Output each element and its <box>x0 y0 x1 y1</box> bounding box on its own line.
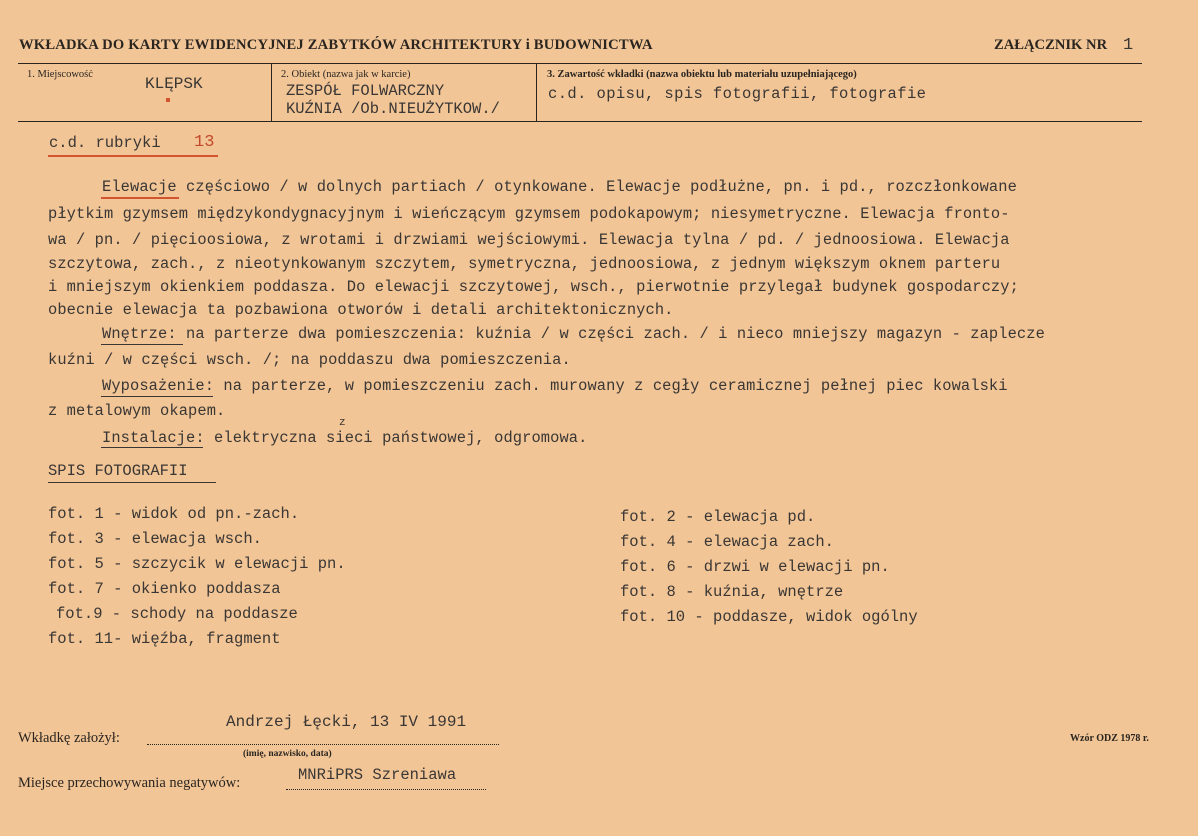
photo-item-right-3: fot. 6 - drzwi w elewacji pn. <box>620 558 890 576</box>
body-line-3: wa / pn. / pięcioosiowa, z wrotami i drzwiami wejściowymi. Elewacja tylna / pd. / jednoosiowa. Elewacja <box>48 231 1010 249</box>
header-bottom-rule <box>18 121 1142 122</box>
insert-mark: z <box>339 417 346 429</box>
photo-item-right-1: fot. 2 - elewacja pd. <box>620 508 816 526</box>
photo-item-left-1: fot. 1 - widok od pn.-zach. <box>48 505 300 523</box>
field-divider-2 <box>536 63 537 121</box>
field-divider-1 <box>271 63 272 121</box>
photo-item-right-2: fot. 4 - elewacja zach. <box>620 533 834 551</box>
photo-item-right-4: fot. 8 - kuźnia, wnętrze <box>620 583 844 601</box>
photo-item-left-2: fot. 3 - elewacja wsch. <box>48 530 262 548</box>
body-line-9: Wyposażenie: na parterze, w pomieszczeniu zach. murowany z cegły ceramicznej pełnej piec kowalski <box>102 377 1008 395</box>
elewacje-underline <box>101 197 179 199</box>
form-title: WKŁADKA DO KARTY EWIDENCYJNEJ ZABYTKÓW ARCHITEKTURY i BUDOWNICTWA <box>19 37 653 53</box>
author-label: Wkładkę założył: <box>18 730 120 746</box>
wyposazenie-underline <box>101 396 213 397</box>
author-hint: (imię, nazwisko, data) <box>243 749 332 759</box>
instalacje-underline <box>101 447 203 448</box>
header-top-rule <box>18 63 1142 64</box>
photo-item-left-5: fot.9 - schody na poddasze <box>56 605 298 623</box>
obiekt-label: 2. Obiekt (nazwa jak w karcie) <box>281 69 411 80</box>
photo-item-left-3: fot. 5 - szczycik w elewacji pn. <box>48 555 346 573</box>
zawartosc-value: c.d. opisu, spis fotografii, fotografie <box>548 85 927 103</box>
storage-label: Miejsce przechowywania negatywów: <box>18 775 241 791</box>
section-heading-underline <box>48 155 218 157</box>
author-dotted-line <box>147 744 499 745</box>
storage-dotted-line <box>286 789 486 790</box>
body-line-7: Wnętrze: na parterze dwa pomieszczenia: kuźnia / w części zach. / i nieco mniejszy magazyn - zaplecze <box>102 325 1045 343</box>
form-code: Wzór ODZ 1978 r. <box>1070 733 1149 744</box>
photo-item-left-6: fot. 11- więźba, fragment <box>48 630 281 648</box>
body-line-4: szczytowa, zach., z nieotynkowanym szczytem, symetryczna, jednoosiowa, z jednym większym oknem parteru <box>48 255 1001 273</box>
photo-item-right-5: fot. 10 - poddasze, widok ogólny <box>620 608 918 626</box>
zawartosc-label: 3. Zawartość wkładki (nazwa obiektu lub materiału uzupełniającego) <box>547 69 857 80</box>
section-heading: c.d. rubryki <box>49 134 161 152</box>
section-number: 13 <box>194 133 215 152</box>
body-line-8: kuźni / w części wsch. /; na poddaszu dwa pomieszczenia. <box>48 351 571 369</box>
body-line-11: Instalacje: elektryczna sieci państwowej, odgromowa. <box>102 429 588 447</box>
miejscowosc-label: 1. Miejscowość <box>27 69 93 80</box>
annex-label: ZAŁĄCZNIK NR <box>994 37 1108 53</box>
obiekt-value-line2: KUŹNIA /Ob.NIEUŻYTKOW./ <box>286 100 500 118</box>
author-value: Andrzej Łęcki, 13 IV 1991 <box>226 713 467 731</box>
photos-heading: SPIS FOTOGRAFII <box>48 462 188 480</box>
obiekt-value-line1: ZESPÓŁ FOLWARCZNY <box>286 82 445 100</box>
body-line-6: obecnie elewacja ta pozbawiona otworów i detali architektonicznych. <box>48 301 674 319</box>
body-line-10: z metalowym okapem. <box>48 402 226 420</box>
wnetrze-underline <box>101 344 183 345</box>
annex-number: 1 <box>1123 36 1134 55</box>
photos-heading-underline <box>48 482 216 483</box>
red-check-mark <box>166 98 170 102</box>
body-line-1: Elewacje częściowo / w dolnych partiach / otynkowane. Elewacje podłużne, pn. i pd., rozczłonkowane <box>102 178 1017 196</box>
photo-item-left-4: fot. 7 - okienko poddasza <box>48 580 281 598</box>
body-line-5: i mniejszym okienkiem poddasza. Do elewacji szczytowej, wsch., pierwotnie przylegał budynek gospodarczy; <box>48 278 1019 296</box>
body-line-2: płytkim gzymsem międzykondygnacyjnym i wieńczącym gzymsem podokapowym; niesymetryczne. Elewacja fronto- <box>48 205 1010 223</box>
miejscowosc-value: KLĘPSK <box>145 75 203 93</box>
storage-value: MNRiPRS Szreniawa <box>298 766 457 784</box>
